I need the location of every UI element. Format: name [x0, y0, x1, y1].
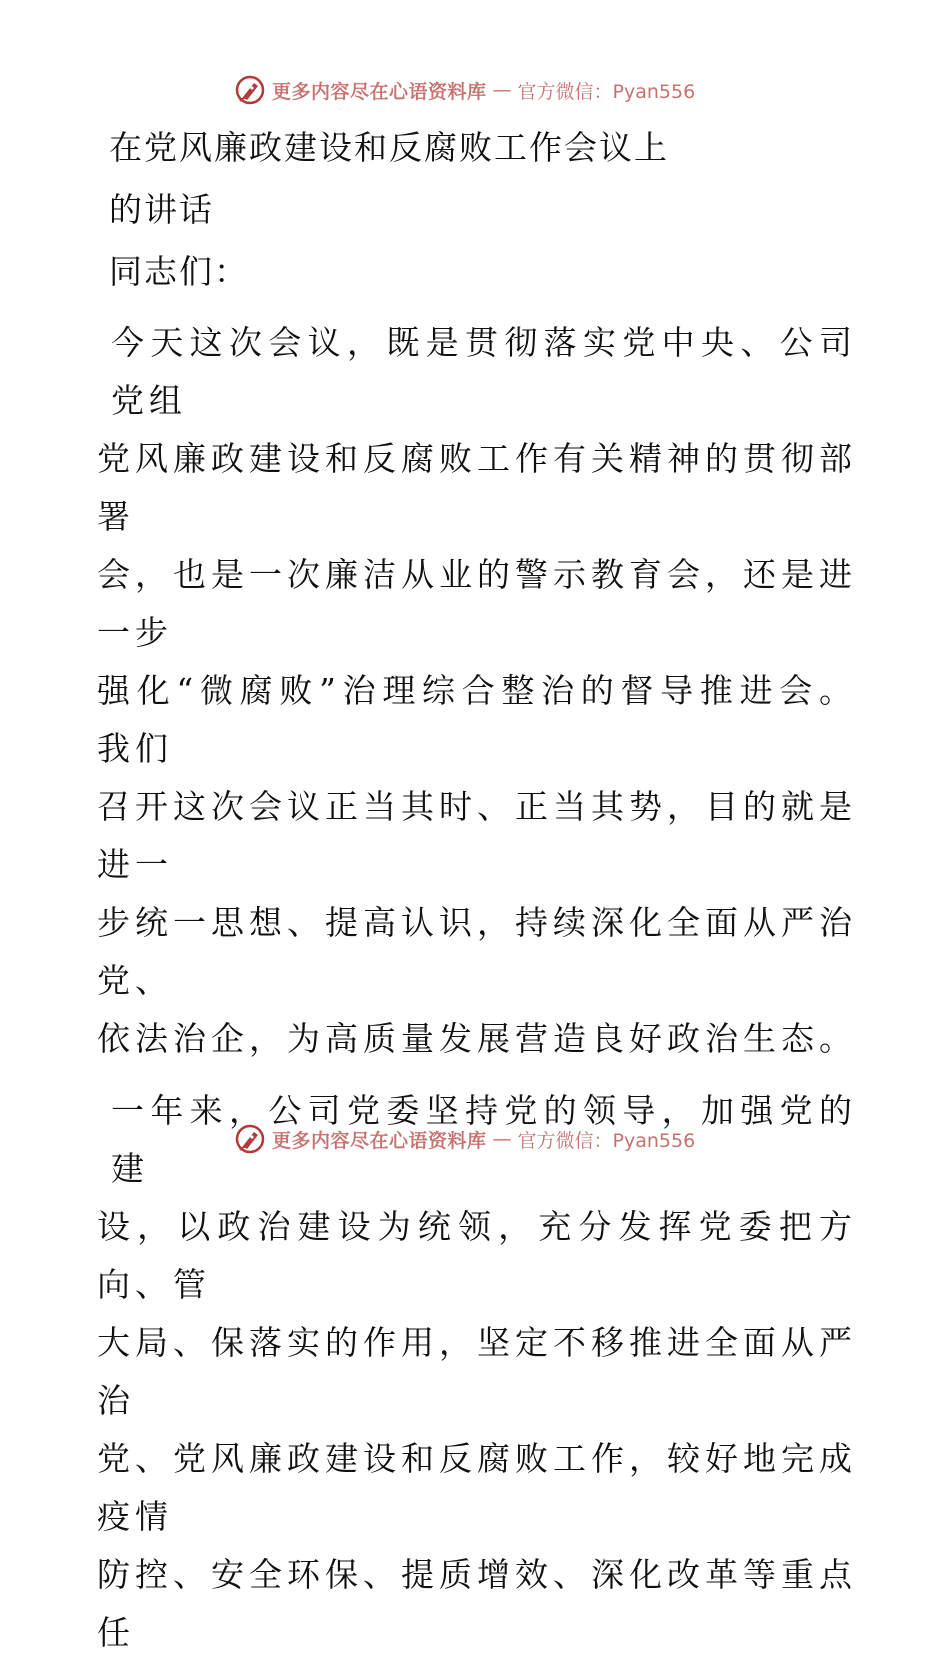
- paragraph-2-line: 大局、保落实的作用，坚定不移推进全面从严治: [97, 1323, 857, 1420]
- paragraph-2-line: 设，以政治建设为统领，充分发挥党委把方向、管: [97, 1207, 857, 1304]
- watermark-separator: —: [492, 79, 512, 101]
- paragraph-1-line: 依法治企，为高质量发展营造良好政治生态。: [97, 1019, 857, 1058]
- paragraph-2-line: 党、党风廉政建设和反腐败工作，较好地完成疫情: [97, 1439, 857, 1536]
- watermark-contact-text: 官方微信：Pyan556: [517, 80, 696, 103]
- document-body: [97, 128, 857, 1662]
- pen-nib-logo-icon: [234, 74, 266, 106]
- watermark-contact-text: 官方微信：Pyan556: [517, 1129, 696, 1152]
- paragraph-1-line: 步统一思想、提高认识，持续深化全面从严治党、: [97, 903, 857, 1000]
- paragraph-1-line: 党风廉政建设和反腐败工作有关精神的贯彻部署: [97, 439, 857, 536]
- paragraph-1-line: 今天这次会议，既是贯彻落实党中央、公司党组: [111, 323, 857, 420]
- paragraph-1: [97, 314, 857, 1068]
- watermark-brand-text: 更多内容尽在心语资料库: [272, 1129, 487, 1152]
- watermark-separator: —: [492, 1128, 512, 1150]
- paragraph-2-line: 防控、安全环保、提质增效、深化改革等重点任: [97, 1555, 857, 1652]
- salutation: 同志们：: [109, 252, 249, 291]
- pen-nib-logo-icon: [234, 1123, 266, 1155]
- paragraph-2-line: 一年来，公司党委坚持党的领导，加强党的建: [111, 1091, 857, 1188]
- document-title-line-1: 在党风廉政建设和反腐败工作会议上: [109, 128, 669, 167]
- watermark-brand-text: 更多内容尽在心语资料库: [272, 80, 487, 103]
- document-title-line-2: 的讲话: [109, 190, 214, 229]
- paragraph-1-line: 召开这次会议正当其时、正当其势，目的就是进一: [97, 787, 857, 884]
- paragraph-2: [97, 1082, 857, 1662]
- paragraph-1-line: 强化“微腐败”治理综合整治的督导推进会。我们: [97, 671, 857, 768]
- paragraph-1-line: 会，也是一次廉洁从业的警示教育会，还是进一步: [97, 555, 857, 652]
- footer-watermark-banner: [234, 1122, 695, 1156]
- header-watermark-banner: [234, 73, 695, 107]
